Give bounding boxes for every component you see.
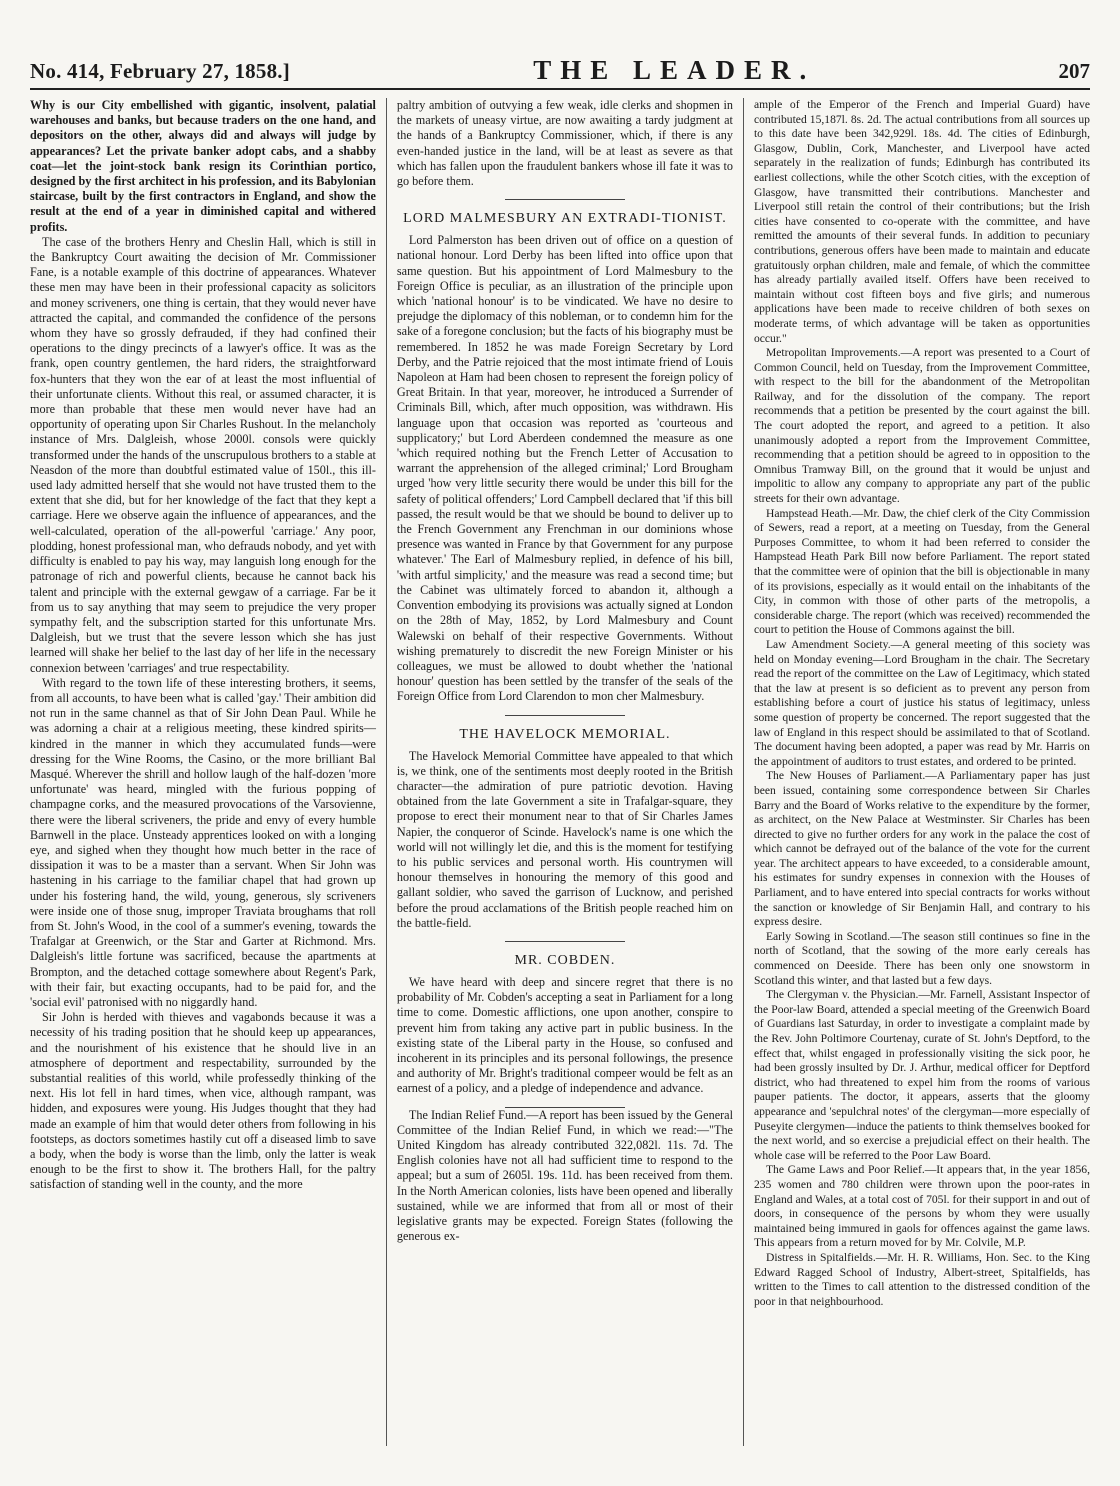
column-2 [387,98,744,1446]
paragraph: Lord Palmerston has been driven out of office on a question of national honour. Lord Derby has been lifted into office upon that same question. But his appointment of Lord Malmesbury to the Foreign Office is peculiar, as an illustration of the principle upon which 'national honour' is to be vindicated. We have no desire to prejudge the diplomacy of this nobleman, or to condemn him for the sake of a foregone conclusion; but the facts of his biography must be remembered. In 1852 he was made Foreign Secretary by Lord Derby, and the Patrie rejoiced that the most intimate friend of Louis Napoleon at Ham had been chosen to represent the foreign policy of Great Britain. In that year, moreover, he introduced a Surrender of Criminals Bill, which, after much opposition, was withdrawn. His language upon that occasion was reported as 'courteous and supplicatory;' but Lord Aberdeen condemned the measure as one 'which required nothing but the French Letter of Accusation to warrant the apprehension of the alleged criminal;' Lord Brougham urged 'how very little security there would be under this bill for the safety of political offenders;' Lord Campbell declared that 'if this bill passed, the result would be that we should be bound to deliver up to the French Government any Frenchman in our dominions whose presence was wanted in France by that Government for any purpose whatever.' The Earl of Malmesbury replied, in defence of his bill, 'with artful simplicity,' and the measure was read a second time; but the Cabinet was ultimately forced to abandon it, although a Convention embodying its provisions was actually signed at London on the 28th of May, 1852, by Lord Malmesbury and Count Walewski on behalf of their respective Governments. Without wishing prematurely to discredit the new Foreign Minister or his colleagues, we must be allowed to doubt whether the 'national honour' question has been settled by the transfer of the seals of the Foreign Office from Lord Clarendon to mon cher Malmesbury. [396,233,733,704]
column-3 [744,98,1090,1446]
paragraph: Distress in Spitalfields.—Mr. H. R. Williams, Hon. Sec. to the King Edward Ragged School of Industry, Albert-street, Spitalfields, has written to the Times to call attention to the distressed condition of the poor in that neighbourhood. [753,1250,1090,1308]
paragraph: Hampstead Heath.—Mr. Daw, the chief clerk of the City Commission of Sewers, read a report, at a meeting on Tuesday, from the General Purposes Committee, to whom it had been referred to consider the Hampstead Heath Park Bill now before Parliament. The report stated that the committee were of opinion that the bill is objectionable in many of its provisions, especially as it would entail on the inhabitants of the City, in common with those of other parts of the metropolis, a considerable charge. The report (which was received) recommended the court to petition the House of Commons against the bill. [753,506,1090,637]
paragraph: The Havelock Memorial Committee have appealed to that which is, we think, one of the sentiments most deeply rooted in the British character—the admiration of pure patriotic devotion. Having obtained from the late Government a site in Trafalgar-square, they propose to erect their monument near to that of Sir Charles James Napier, the conqueror of Scinde. Havelock's name is one which the world will not willingly let die, and this is the moment for testifying to his public services and personal worth. His countrymen will honour themselves in honouring the memory of this good and gallant soldier, who saved the garrison of Lucknow, and perished before the proud acclamations of the British people reached him on the battle-field. [396,748,733,930]
paragraph: Early Sowing in Scotland.—The season still continues so fine in the north of Scotland, that the sowing of the more early cereals has commenced on Deeside. There has been only one snowstorm in Scotland this winter, and that lasted but a few days. [753,929,1090,987]
paragraph: The case of the brothers Henry and Cheslin Hall, which is still in the Bankruptcy Court awaiting the decision of Mr. Commissioner Fane, is a notable example of this doctrine of appearances. Whatever these men may have been in their professional capacity as solicitors and money scriveners, one thing is certain, that they would never have attracted the capital, and commanded the confidence of the persons whom they have so grossly defrauded, if they had confined their operations to the dingy precincts of a lawyer's office. It was as the frank, open country gentlemen, the hard riders, the straightforward fox-hunters that they won the ear of at least the most influential of their unfortunate clients. Without this real, or assumed character, it is more than probable that these men would never have had an opportunity of operating upon Sir Charles Rushout. In the melancholy instance of Mrs. Dalgleish, whose 2000l. consols were quickly transformed under the hands of the unscrupulous brothers to a stable at Neasdon of the more than doubtful estimated value of 150l., this ill-used lady admitted herself that she would not have trusted them to the extent that she did, but for her knowledge of the fact that they kept a carriage. Here we observe again the influence of appearances, and the well-calculated, operation of the all-powerful 'carriage.' Any poor, plodding, honest professional man, who defrauds nobody, and yet with difficulty is enabled to pay his way, may languish long enough for the patronage of rich and powerful clients, because he cannot back his talent and principle with the external gewgaw of a carriage. Far be it from us to say anything that may seem to prejudice the very proper sympathy felt, and the subscription started for this unfortunate Mrs. Dalgleish, but we trust that the severe lesson which she has just learned will shake her belief to the last day of her life in the necessary connexion between 'carriages' and true respectability. [30,234,376,675]
column-1 [30,98,387,1446]
section-title: LORD MALMESBURY AN EXTRADI-TIONIST. [403,211,727,227]
section-title: MR. COBDEN. [514,952,616,968]
section-divider [505,941,625,942]
article-columns [30,98,1090,1446]
masthead-title: THE LEADER. [533,55,816,85]
paragraph: Metropolitan Improvements.—A report was presented to a Court of Common Council, held on Tuesday, from the Improvement Committee, with respect to the bill for the abandonment of the Metropolitan Railway, and for the dissolution of the company. The report recommends that a petition be presented by the court against the bill. The court adopted the report, and agreed to a petition. It also unanimously adopted a report from the Improvement Committee, recommending that a petition should be agreed to in opposition to the Omnibus Tramway Bill, on the ground that it would be unjust and impolitic to allow any company to appropriate any part of the public streets for their own advantage. [753,346,1090,506]
paragraph: Sir John is herded with thieves and vagabonds because it was a necessity of his trading position that he should keep up appearances, and the nourishment of his existence that he should live in an atmosphere of deportment and respectability, surrounded by the substantial realities of this world, while professedly thinking of the next. His lot fell in hard times, when vice, although rampant, was hidden, and exposures were young. His Judges thought that they had made an example of him that would deter others from following in his footsteps, as doctors sometimes hastily cut off a diseased limb to save a body, when the body is worse than the limb, only the latter is weak enough to be the first to show it. The brothers Hall, for the paltry satisfaction of standing well in the county, and the more [30,1010,376,1192]
section-title: THE HAVELOCK MEMORIAL. [459,726,671,742]
paragraph: The Indian Relief Fund.—A report has been issued by the General Committee of the Indian Relief Fund, in which we read:—"The United Kingdom has already contributed 322,082l. 11s. 7d. The English colonies have not all had sufficient time to respond to the appeal; but a sum of 2605l. 19s. 11d. has been received from them. In the North American colonies, lists have been opened and liberally sustained, while we are informed that from all or most of their legislative grants may be expected. Foreign States (following the generous ex- [396,1107,733,1244]
paragraph: ample of the Emperor of the French and Imperial Guard) have contributed 15,187l. 8s. 2d. The actual contributions from all sources up to this date have been 342,929l. 18s. 4d. The cities of Edinburgh, Glasgow, Dublin, Cork, Manchester, and Liverpool have acted separately in the realization of funds; Edinburgh has contributed its earliest collections, while the other Scotch cities, with the exception of Glasgow, have transmitted their contributions. Manchester and Liverpool still retain the control of their contributions; but the Irish cities have consented to co-operate with the committee, and have remitted the amounts of their several funds. In addition to pecuniary contributions, generous offers have been made to maintain and educate gratuitously orphan children, male and female, of which the committee has already partially availed itself. Offers have been received to maintain without cost fifteen boys and five girls; and numerous applications have been made to receive children of both sexes on moderate terms, of which advantage will be taken as opportunities occur." [753,98,1090,345]
page-header [30,42,1090,90]
section-divider [505,715,625,716]
issue-date: No. 414, February 27, 1858.] [30,59,290,83]
paragraph: Law Amendment Society.—A general meeting of this society was held on Monday evening—Lord Brougham in the chair. The Secretary read the report of the committee on the Law of Legitimacy, which stated that the law at present is so deficient as to prevent any person from establishing before a court of justice his status of legitimacy, unless some question of property be concerned. The report suggested that the law of England in this respect should be assimilated to that of Scotland. The document having been adopted, a paper was read by Mr. Harris on the appointment of auditors to trust estates, and ordered to be printed. [753,637,1090,768]
paragraph: paltry ambition of outvying a few weak, idle clerks and shopmen in the markets of uneasy virtue, are now awaiting a tardy judgment at the hands of a Bankruptcy Commissioner, which, if there is any even-handed justice in the land, will be at least as severe as that which has fallen upon the fraudulent bankers whose ill fate it was to go before them. [396,98,733,189]
paragraph: The New Houses of Parliament.—A Parliamentary paper has just been issued, containing some correspondence between Sir Charles Barry and the Board of Works relative to the expenditure by the former, as architect, on the New Palace at Westminster. Sir Charles has been directed to give no further orders for any work in the palace the cost of which cannot be defrayed out of the balance of the vote for the current year. The architect appears to have exceeded, to a considerable amount, his estimates for sundry expenses in connexion with the Houses of Parliament, and to have entered into special contracts for works without the sanction or knowledge of Sir Benjamin Hall, and contrary to his express desire. [753,769,1090,929]
page-number: 207 [1058,59,1090,83]
paragraph: We have heard with deep and sincere regret that there is no probability of Mr. Cobden's accepting a seat in Parliament for a long time to come. Domestic afflictions, one upon another, conspire to prevent him from taking any active part in public business. In the existing state of the Liberal party in the House, so confused and incoherent in its principles and its personal followings, the presence and authority of Mr. Bright's traditional compeer would be felt as an earnest of a policy, and a pledge of independence and advance. [396,974,733,1096]
paragraph: With regard to the town life of these interesting brothers, it seems, from all accounts, to have been what is called 'gay.' Their ambition did not run in the same channel as that of Sir John Dean Paul. While he was adorning a chair at a religious meeting, these kindred spirits—kindred in the manner in which they accumulated funds—were dressing for the Wine Rooms, the Casino, or the more brilliant Bal Masqué. Wherever the shrill and hollow laugh of the half-dozen 'more unfortunate' was heard, mingled with the furious popping of champagne corks, and the measured provocations of the Varsovienne, there were the liberal scriveners, the pride and envy of every humble Barnwell in the place. Unsteady apprentices looked on with a longing eye, and sighed when they thought how much better in the race of dissipation it was to be a master than a servant. When Sir John was hastening in his carriage to the familiar chapel that had grown up under his fostering hand, the wild, young, generous, sly scriveners were inside one of those snug, improper Traviata broughams that roll from St. John's Wood, in the cool of a summer's evening, towards the Trafalgar at Greenwich, or the Star and Garter at Richmond. Mrs. Dalgleish's little fortune was sacrificed, because the apartments at Brompton, and the detached cottage somewhere about Regent's Park, with their fair, but exacting occupants, had to be paid for, and the 'social evil' patronised with no niggardly hand. [30,675,376,1009]
paragraph: The Game Laws and Poor Relief.—It appears that, in the year 1856, 235 women and 780 children were thrown upon the poor-rates in England and Wales, at a total cost of 705l. for their support in and out of doors, in consequence of the persons by whom they were usually maintained being immured in gaols for offences against the game laws. This appears from a return moved for by Mr. Colvile, M.P. [753,1163,1090,1250]
paragraph: The Clergyman v. the Physician.—Mr. Farnell, Assistant Inspector of the Poor-law Board, attended a special meeting of the Greenwich Board of Guardians last Saturday, in order to investigate a complaint made by the Rev. John Poltimore Courtenay, curate of St. John's Deptford, to the effect that, whilst engaged in professionally visiting the sick poor, he had been grossly insulted by Dr. J. Arthur, medical officer for Deptford district, who had threatened to expel him from the rooms of various pauper patients. The doctor, it appears, asserts that the gloomy appearance and 'sepulchral notes' of the clergyman—more especially of Puseyite clergymen—induce the patients to think themselves booked for the next world, and so exercise a prejudicial effect on their health. The whole case will be referred to the Poor Law Board. [753,988,1090,1162]
paragraph: Why is our City embellished with gigantic, insolvent, palatial warehouses and banks, but because traders on the one hand, and depositors on the other, always did and always will judge by appearances? Let the private banker adopt cabs, and a shabby coat—let the joint-stock bank resign its Corinthian portico, designed by the first architect in his profession, and its Babylonian staircase, built by the first contractors in England, and show the result at the end of a year in diminished capital and withered profits. [30,98,376,234]
section-divider [505,199,625,200]
